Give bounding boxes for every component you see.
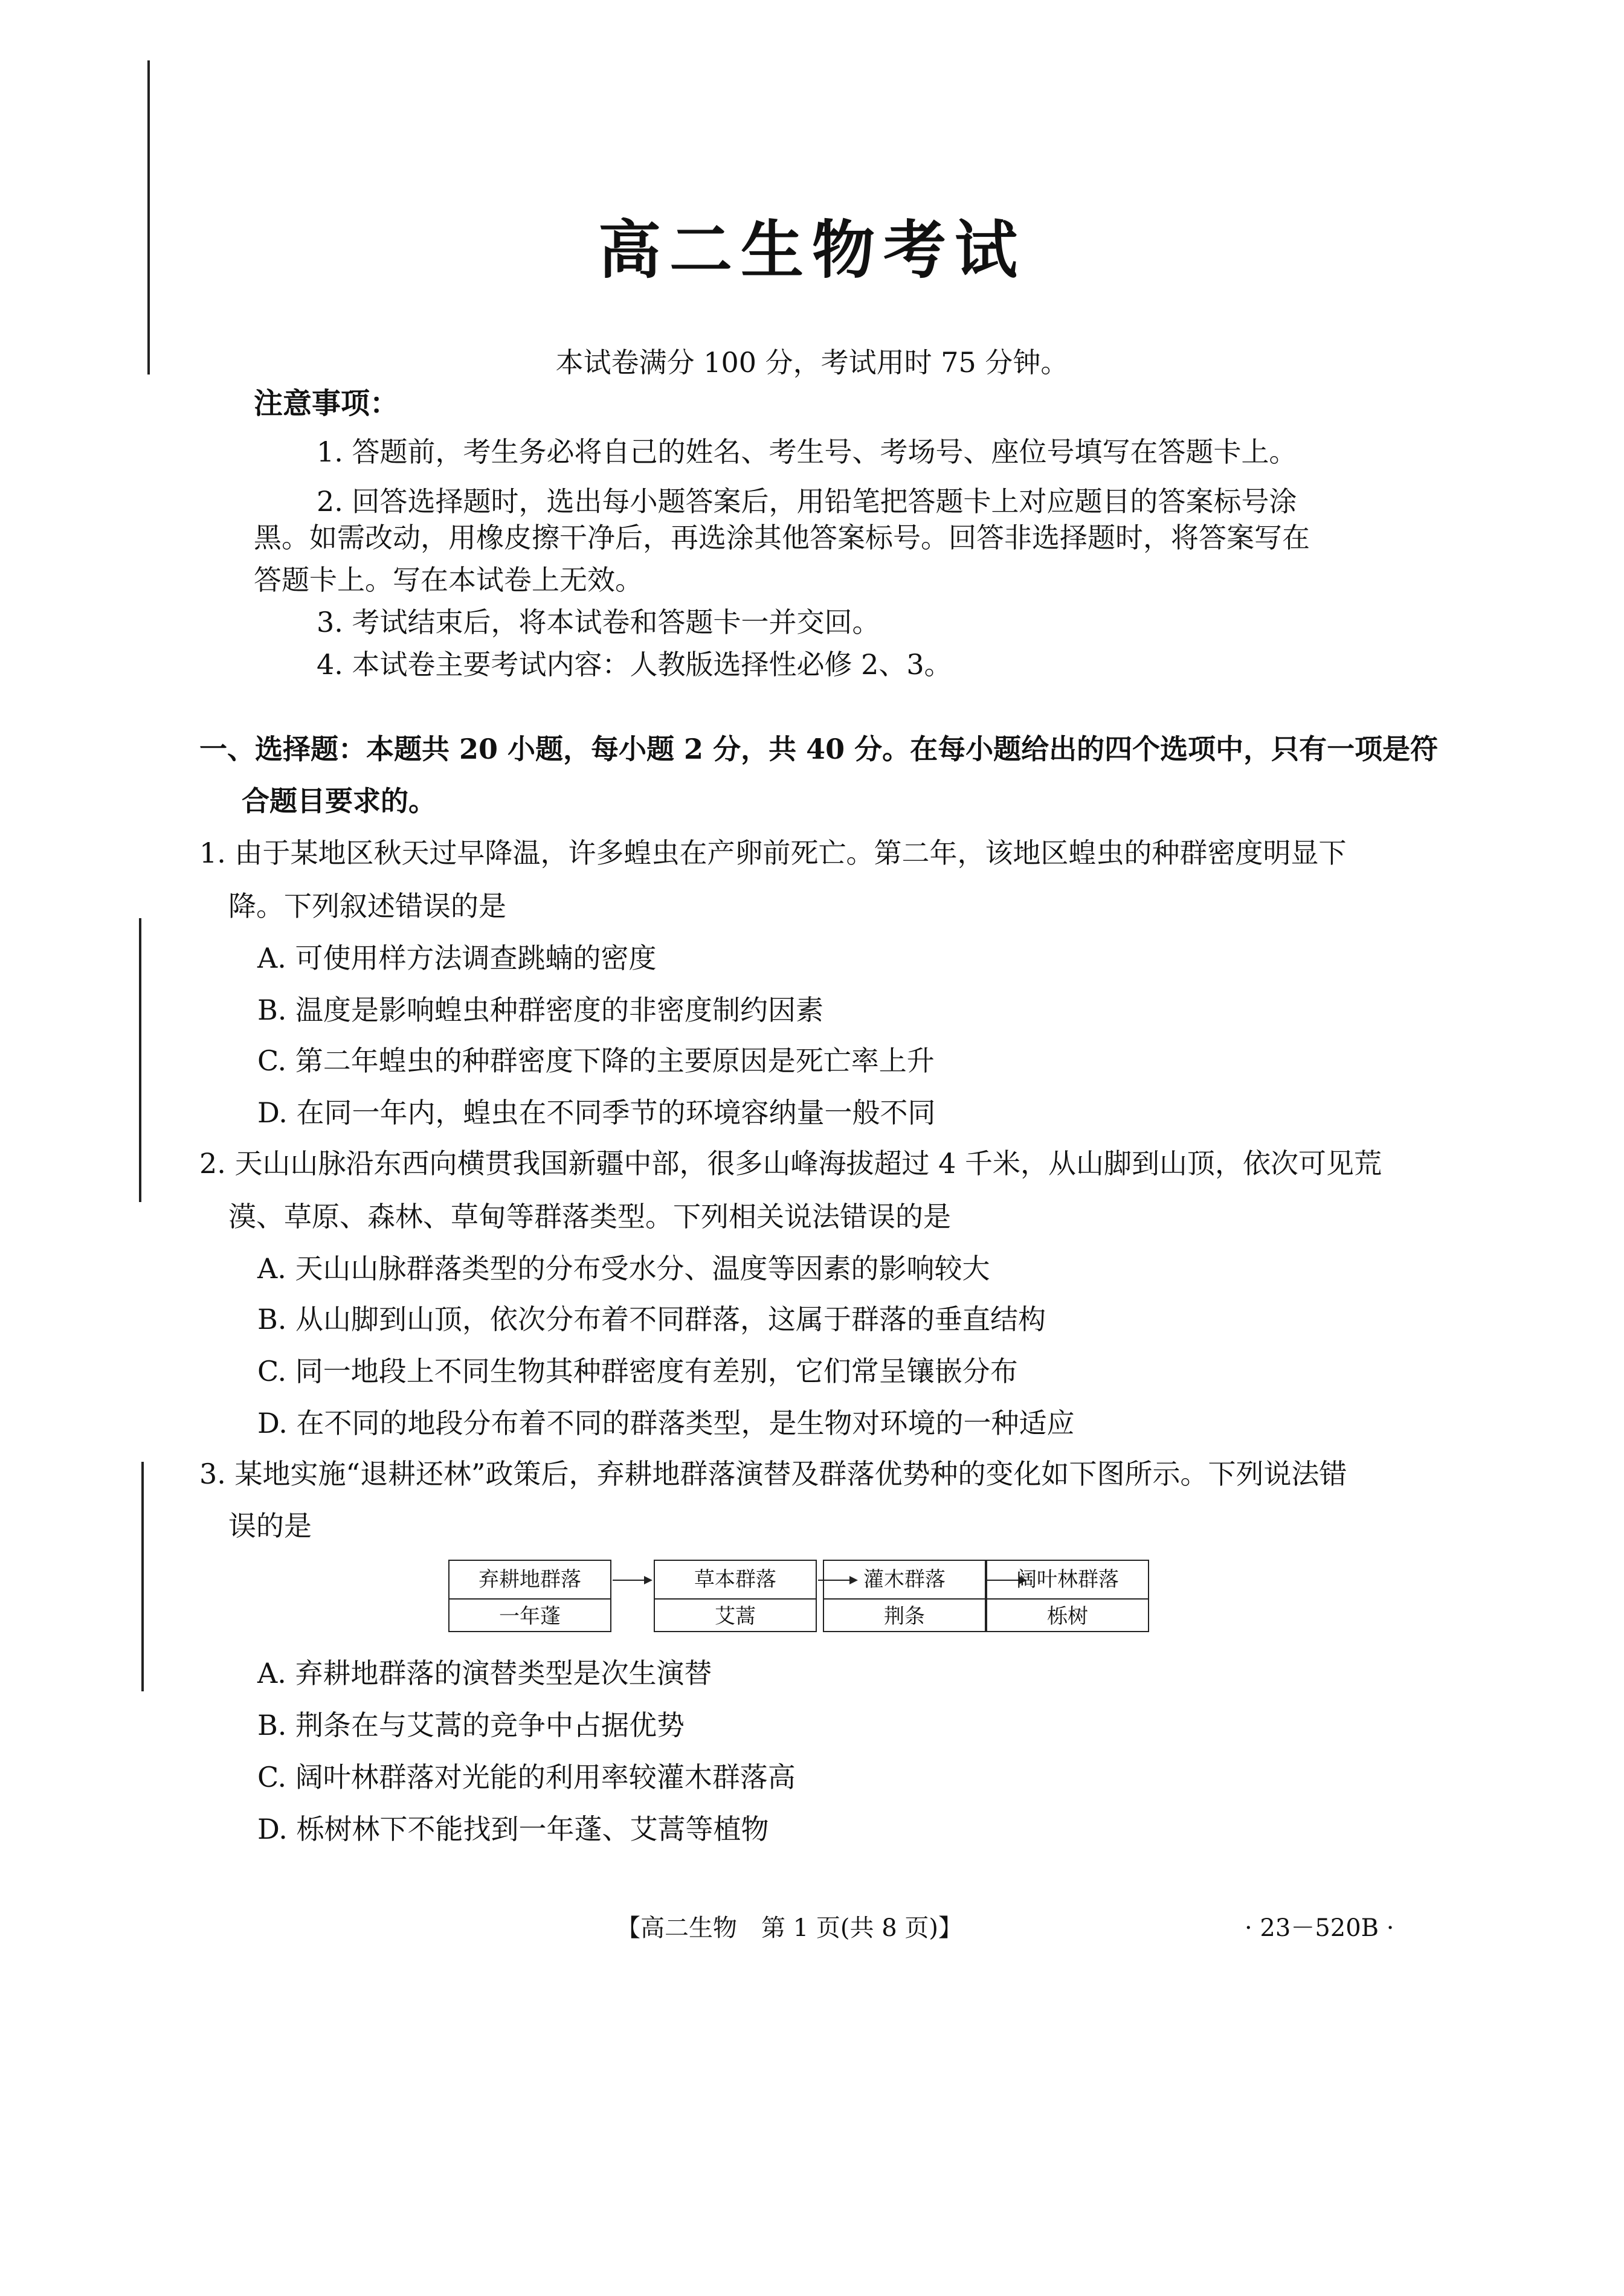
arrow-right-icon (613, 1574, 652, 1586)
question-1-option-b: B. 温度是影响蝗虫种群密度的非密度制约因素 (257, 994, 824, 1026)
question-2-option-a: A. 天山山脉群落类型的分布受水分、温度等因素的影响较大 (257, 1252, 990, 1285)
flow-community-label: 弃耕地群落 (450, 1561, 610, 1600)
binding-line-bottom (141, 1462, 144, 1691)
flow-community-label: 灌木群落 (824, 1561, 985, 1600)
page-footer: 【高二生物 第 1 页(共 8 页)】 (616, 1914, 962, 1942)
section-heading: 一、选择题：本题共 20 小题，每小题 2 分，共 40 分。在每小题给出的四个选项中，只有一项是符 (199, 733, 1439, 765)
section-heading-cont: 合题目要求的。 (242, 785, 436, 817)
question-2-stem-cont: 漠、草原、森林、草甸等群落类型。下列相关说法错误的是 (228, 1200, 951, 1233)
flow-box-shrub (823, 1560, 986, 1632)
notice-item-1: 1. 答题前，考生务必将自己的姓名、考生号、考场号、座位号填写在答题卡上。 (317, 436, 1297, 468)
question-1-stem: 1. 由于某地区秋天过早降温，许多蝗虫在产卵前死亡。第二年，该地区蝗虫的种群密度明显下 (199, 837, 1347, 869)
question-3-option-b: B. 荆条在与艾蒿的竞争中占据优势 (257, 1709, 685, 1741)
question-3-option-a: A. 弃耕地群落的演替类型是次生演替 (257, 1657, 712, 1690)
succession-diagram (448, 1560, 1149, 1644)
exam-info: 本试卷满分 100 分，考试用时 75 分钟。 (555, 346, 1069, 379)
flow-box-herbaceous (654, 1560, 817, 1632)
notice-item-4: 4. 本试卷主要考试内容：人教版选择性必修 2、3。 (317, 648, 952, 681)
question-3-option-d: D. 栎树林下不能找到一年蓬、艾蒿等植物 (257, 1813, 769, 1845)
flow-dominant-label: 栎树 (1047, 1604, 1088, 1629)
notice-heading: 注意事项： (254, 387, 399, 420)
question-1-option-d: D. 在同一年内，蝗虫在不同季节的环境容纳量一般不同 (257, 1096, 936, 1129)
flow-dominant-label: 艾蒿 (715, 1604, 756, 1629)
paper-code: · 23－520B · (1245, 1914, 1394, 1942)
flow-dominant-label: 一年蓬 (499, 1604, 561, 1629)
question-1-option-c: C. 第二年蝗虫的种群密度下降的主要原因是死亡率上升 (257, 1044, 935, 1077)
question-2-option-c: C. 同一地段上不同生物其种群密度有差别，它们常呈镶嵌分布 (257, 1355, 1018, 1388)
flow-box-broadleaf (986, 1560, 1149, 1632)
question-1-stem-cont: 降。下列叙述错误的是 (228, 890, 506, 922)
notice-item-2: 2. 回答选择题时，选出每小题答案后，用铅笔把答题卡上对应题目的答案标号涂 (317, 485, 1297, 518)
notice-item-2-cont2: 答题卡上。写在本试卷上无效。 (254, 564, 643, 596)
question-3-stem-cont: 误的是 (228, 1510, 312, 1542)
question-2-stem: 2. 天山山脉沿东西向横贯我国新疆中部，很多山峰海拔超过 4 千米，从山脚到山顶，依次可见荒 (199, 1147, 1382, 1180)
flow-box-abandoned-land (448, 1560, 611, 1632)
flow-dominant-label: 荆条 (884, 1604, 925, 1629)
question-3-stem: 3. 某地实施“退耕还林”政策后，弃耕地群落演替及群落优势种的变化如下图所示。下列说法错 (199, 1458, 1347, 1490)
notice-item-3: 3. 考试结束后，将本试卷和答题卡一并交回。 (317, 606, 880, 638)
question-1-option-a: A. 可使用样方法调查跳蝻的密度 (257, 942, 657, 974)
flow-community-label: 草本群落 (655, 1561, 816, 1600)
flow-community-label: 阔叶林群落 (987, 1561, 1148, 1600)
binding-line-middle (139, 918, 141, 1202)
question-2-option-b: B. 从山脚到山顶，依次分布着不同群落，这属于群落的垂直结构 (257, 1303, 1046, 1336)
question-2-option-d: D. 在不同的地段分布着不同的群落类型，是生物对环境的一种适应 (257, 1407, 1075, 1439)
notice-item-2-cont: 黑。如需改动，用橡皮擦干净后，再选涂其他答案标号。回答非选择题时，将答案写在 (254, 521, 1310, 554)
question-3-option-c: C. 阔叶林群落对光能的利用率较灌木群落高 (257, 1761, 796, 1793)
page-title: 高二生物考试 (598, 213, 1026, 287)
